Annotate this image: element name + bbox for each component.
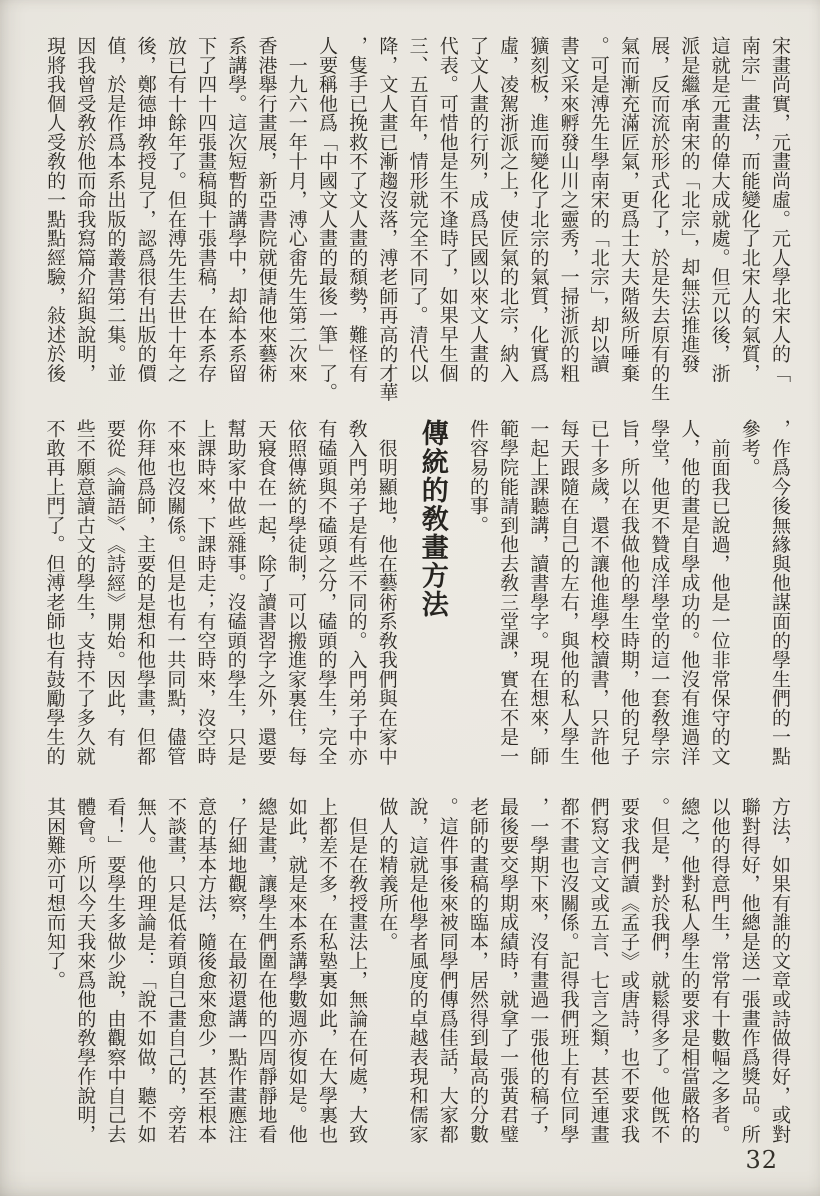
section-top-text — [40, 36, 795, 402]
text-column: 這就是元畫的偉大成就處。但元以後，浙 — [708, 36, 731, 383]
text-column: 敎入門弟子是有些不同的。入門弟子中亦 — [345, 419, 368, 766]
text-column: 書文采來孵發山川之靈秀，一掃浙派的粗 — [557, 36, 580, 383]
text-column: ，作爲今後無緣與他謀面的學生們的一點 — [769, 419, 791, 766]
text-column: 下了四十四張畫稿與十張書稿，在本系存 — [195, 36, 218, 383]
text-column: 降，文人畫已漸趨沒落，溥老師再高的才華 — [376, 36, 399, 402]
text-column: 代表。可惜他是生不逢時了，如果早生個 — [436, 36, 459, 383]
text-column: 人要稱他爲「中國文人畫的最後一筆」了。 — [315, 36, 338, 402]
text-column: ，一學期下來，沒有畫過一張他的稿子， — [527, 797, 550, 1144]
text-column: 一九六一年十月，溥心畬先生第二次來 — [285, 36, 308, 383]
text-column: 要從《論語》、《詩經》開始。因此，有 — [103, 419, 126, 747]
text-column: 因我曾受敎於他而命我寫篇介紹與說明， — [74, 36, 97, 383]
text-column: 上課時來，下課時走；有空時來，沒空時 — [194, 419, 217, 766]
text-column: 最後要交學期成績時，就拿了一張黃君璧 — [497, 797, 520, 1144]
text-column: 旨，所以在我做他的學生時期，他的兒子 — [617, 419, 640, 766]
text-column: 。這件事後來被同學們傳爲佳話，大家都 — [436, 797, 459, 1144]
text-column: 每天跟隨在自己的左右，與他的私人學生 — [557, 419, 580, 766]
text-column: ，隻手已挽救不了文人畫的頹勢，難怪有 — [346, 36, 369, 383]
text-column: 。可是溥先生學南宋的「北宗」，却以讀 — [587, 36, 610, 373]
text-column: 些不願意讀古文的學生，支持不了多久就 — [73, 419, 96, 766]
text-column: 已十多歲，還不讓他進學校讀書，只許他 — [587, 419, 610, 766]
text-column: 聯對得好，他總是送一張畫作爲獎品。所 — [738, 797, 761, 1144]
text-column: 氣而漸充滿匠氣，更爲士大夫階級所唾棄 — [617, 36, 640, 383]
text-column: ，仔細地觀察，在最初還講一點作畫應注 — [225, 797, 248, 1144]
text-column: 範學院能請到他去敎三堂課，實在不是一 — [497, 419, 520, 766]
text-column: 後，鄭德坤敎授見了，認爲很有出版的價 — [134, 36, 157, 383]
text-column: 獷刻板，進而變化了北宗的氣質，化實爲 — [527, 36, 550, 383]
text-column: 如此，就是來本系講學數週亦復如是。他 — [285, 797, 308, 1144]
text-column: 依照傳統的學徒制，可以搬進家裏住，每 — [285, 419, 308, 766]
text-column: 現將我個人受敎的一點點經驗，敍述於後 — [44, 36, 67, 383]
text-column: 天寢食在一起，除了讀書習字之外，還要 — [254, 419, 277, 766]
text-column: 體會。所以今天我來爲他的敎學作說明， — [74, 797, 97, 1144]
section-heading: 傳統的敎畫方法 — [416, 419, 448, 619]
text-column: 看！」要學生多做少說，由觀察中自己去 — [104, 797, 127, 1144]
text-column: 其困難亦可想而知了。 — [44, 797, 67, 990]
text-column: 三、五百年，情形就完全不同了。清代以 — [406, 36, 429, 383]
text-column: 展，反而流於形式化了，於是失去原有的生 — [648, 36, 671, 402]
section-bottom-text — [40, 797, 795, 1144]
text-column: 說，這就是他學者風度的卓越表現和儒家 — [406, 797, 429, 1144]
text-column: 香港舉行畫展，新亞書院就便請他來藝術 — [255, 36, 278, 383]
text-column: 但是在敎授畫法上，無論在何處，大致 — [346, 797, 369, 1144]
text-column: 老師的畫稿的臨本，居然得到最高的分數 — [466, 797, 489, 1144]
page-number: 32 — [745, 1146, 778, 1174]
text-column: 學堂，他更不贊成洋學堂的這一套敎學宗 — [648, 419, 671, 766]
text-column: 上都差不多，在私塾裏如此，在大學裏也 — [315, 797, 338, 1144]
text-column: 值，於是作爲本系出版的叢書第二集。並 — [104, 36, 127, 383]
text-column: 要求我們讀《孟子》或唐詩，也不要求我 — [617, 797, 640, 1144]
section-middle-text — [39, 419, 795, 766]
text-column: 總是畫，讓學生們圍在他的四周靜靜地看 — [255, 797, 278, 1144]
text-column: 方法，如果有誰的文章或詩做得好，或對 — [769, 797, 791, 1144]
text-column: 幫助家中做些雜事。沒磕頭的學生，只是 — [224, 419, 247, 766]
text-column: 系講學。這次短暫的講學中，却給本系留 — [225, 36, 248, 383]
text-column: 人，他的畫是自學成功的。他沒有進過洋 — [678, 419, 701, 766]
text-column: 。但是，對於我們，就鬆得多了。他旣不 — [648, 797, 671, 1144]
text-column: 宋畫尚實，元畫尚虛。元人學北宋人的「 — [769, 36, 791, 383]
text-column: 們寫文言文或五言、七言之類，甚至連畫 — [587, 797, 610, 1144]
text-column: 前面我已說過，他是一位非常保守的文 — [708, 419, 731, 766]
text-column: 不來也沒關係。但是也有一共同點，儘管 — [164, 419, 187, 766]
paragraphs-before-heading — [463, 419, 795, 766]
text-column: 一起上課聽講，讀書學字。現在想來，師 — [527, 419, 550, 766]
text-column: 參考。 — [738, 419, 761, 477]
text-column: 不敢再上門了。但溥老師也有鼓勵學生的 — [43, 419, 66, 766]
text-column: 都不畫也沒關係。記得我們班上有位同學 — [557, 797, 580, 1144]
text-column: 派是繼承南宋的「北宗」，却無法推進發 — [678, 36, 701, 373]
text-column: 件容易的事。 — [466, 419, 489, 535]
text-column: 不談畫，只是低着頭自己畫自己的，旁若 — [164, 797, 187, 1144]
text-column: 南宗」畫法，而能變化了北宋人的氣質， — [738, 36, 761, 383]
text-column: 你拜他爲師，主要的是想和他學畫，但都 — [134, 419, 157, 766]
text-column: 了文人畫的行列，成爲民國以來文人畫的 — [466, 36, 489, 383]
paragraphs-after-heading — [39, 419, 401, 766]
text-column: 無人。他的理論是：「說不如做，聽不如 — [134, 797, 157, 1144]
text-column: 做人的精義所在。 — [376, 797, 399, 951]
text-column: 虛，凌駕浙派之上，使匠氣的北宗，納入 — [497, 36, 520, 383]
text-column: 以他的得意門生，常常有十數幅之多者。 — [708, 797, 731, 1144]
text-column: 意的基本方法，隨後愈來愈少，甚至根本 — [195, 797, 218, 1144]
text-column: 放已有十餘年了。但在溥先生去世十年之 — [164, 36, 187, 383]
text-column: 總之，他對私人學生的要求是相當嚴格的 — [678, 797, 701, 1144]
text-column: 有磕頭與不磕頭之分，磕頭的學生，完全 — [315, 419, 338, 766]
text-column: 很明顯地，他在藝術系敎我們與在家中 — [375, 419, 398, 766]
